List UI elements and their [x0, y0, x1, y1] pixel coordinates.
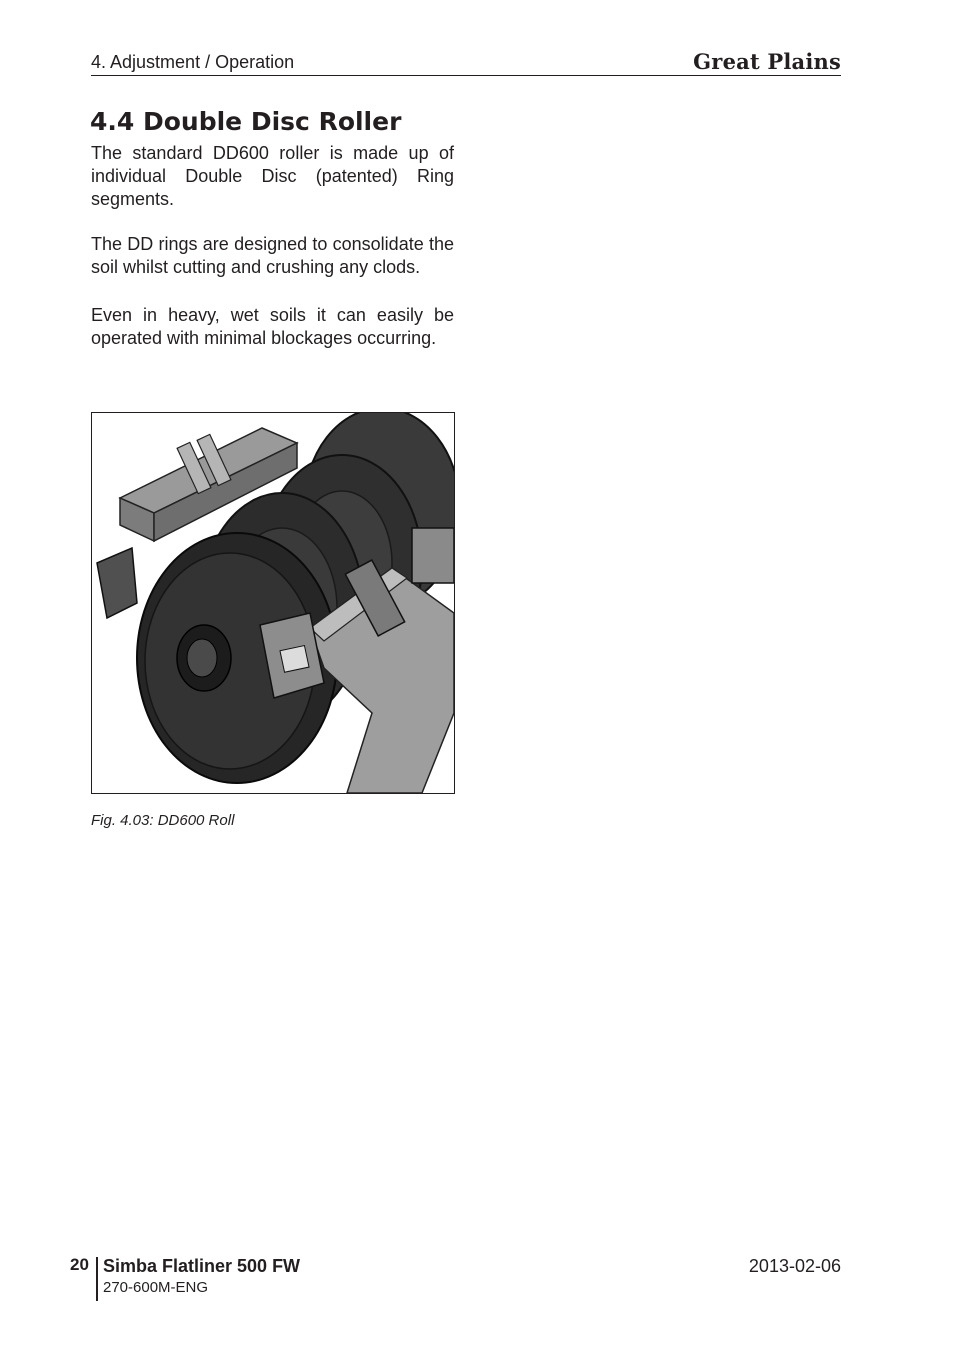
footer-product-title: Simba Flatliner 500 FW — [103, 1256, 301, 1276]
figure-caption: Fig. 4.03: DD600 Roll — [91, 812, 235, 829]
paragraph-2: The DD rings are designed to consolidate the soil whilst cutting and crushing any clods. — [91, 234, 454, 277]
header-divider — [91, 75, 841, 76]
header-section-title: 4. Adjustment / Operation — [91, 52, 295, 72]
paragraph-3: Even in heavy, wet soils it can easily be operated with minimal blockages occurring. — [91, 305, 454, 348]
roller-illustration — [92, 413, 454, 793]
paragraph-1: The standard DD600 roller is made up of individual Double Disc (patented) Ring segments. — [91, 143, 454, 209]
footer-document-code: 270-600M-ENG — [103, 1279, 209, 1296]
footer-divider — [96, 1257, 98, 1301]
brand-logo-text: Great Plains — [693, 49, 841, 74]
page-number: 20 — [70, 1255, 89, 1274]
footer-date: 2013-02-06 — [748, 1256, 841, 1276]
page-title: 4.4 Double Disc Roller — [90, 107, 402, 136]
side-bracket — [97, 548, 137, 618]
hub-nut — [187, 639, 217, 677]
rear-frame-block — [412, 528, 454, 583]
bearing-label — [280, 646, 309, 673]
figure-dd600-roller — [91, 412, 455, 794]
